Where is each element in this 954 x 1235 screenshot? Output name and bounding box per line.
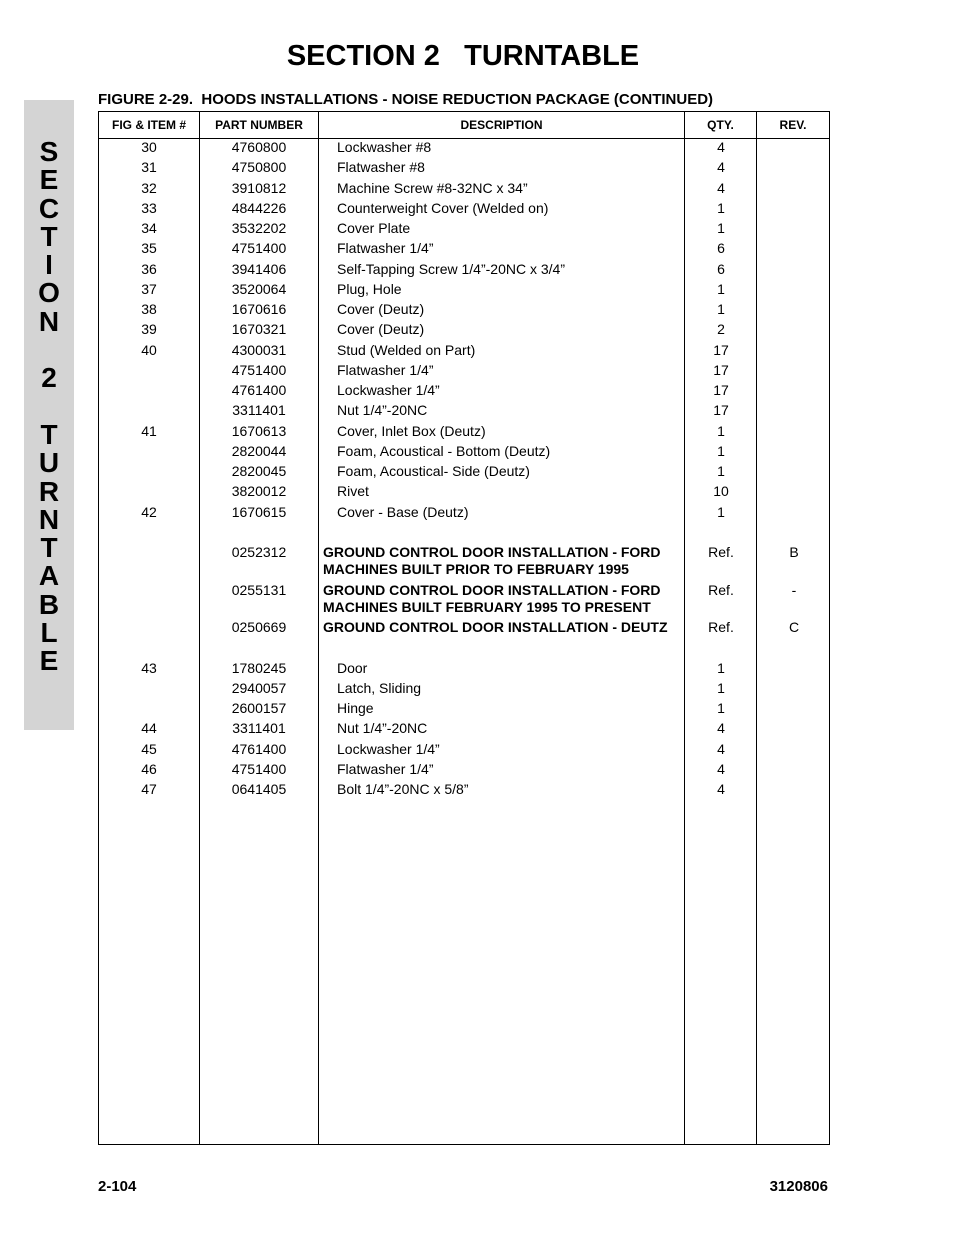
description-cell: Foam, Acoustical - Bottom (Deutz) — [337, 443, 551, 459]
part-number-cell: 3941406 — [231, 261, 287, 277]
qty-cell: 4 — [717, 159, 725, 175]
description-cell: Cover (Deutz) — [337, 321, 425, 337]
side-tab-letter: B — [38, 588, 60, 620]
part-number-cell: 4750800 — [231, 159, 287, 175]
qty-cell: Ref. — [708, 544, 734, 560]
column-divider — [318, 112, 319, 1144]
description-cell: Stud (Welded on Part) — [337, 342, 476, 358]
part-number-cell: 0255131 — [231, 582, 287, 598]
item-number-cell: 32 — [141, 180, 157, 196]
description-cell: Flatwasher 1/4” — [337, 362, 434, 378]
side-tab-letter: L — [40, 617, 58, 649]
description-cell: Cover - Base (Deutz) — [337, 504, 469, 520]
description-cell: Plug, Hole — [337, 281, 402, 297]
description-cell: Cover, Inlet Box (Deutz) — [337, 423, 486, 439]
qty-cell: 17 — [713, 342, 729, 358]
side-tab-letter: E — [39, 645, 59, 677]
side-tab-letter: E — [39, 164, 59, 196]
part-number-cell: 0252312 — [231, 544, 287, 560]
description-cell: Cover Plate — [337, 220, 411, 236]
qty-cell: 4 — [717, 720, 725, 736]
qty-cell: 1 — [717, 504, 725, 520]
item-number-cell: 46 — [141, 761, 157, 777]
item-number-cell: 34 — [141, 220, 157, 236]
part-number-cell: 1670321 — [231, 321, 287, 337]
description-cell: Counterweight Cover (Welded on) — [337, 200, 549, 216]
column-divider — [756, 112, 757, 1144]
part-number-cell: 3820012 — [231, 483, 287, 499]
qty-cell: 1 — [717, 660, 725, 676]
description-cell: GROUND CONTROL DOOR INSTALLATION - FORD MACHINES BUILT PRIOR TO FEBRUARY 1995 — [323, 544, 661, 577]
qty-cell: 17 — [713, 382, 729, 398]
header-rev: REV. — [779, 118, 807, 132]
part-number-cell: 1670616 — [231, 301, 287, 317]
side-tab-letter: T — [40, 220, 58, 252]
description-cell: Nut 1/4”-20NC — [337, 402, 428, 418]
qty-cell: 4 — [717, 741, 725, 757]
page-title: SECTION 2 TURNTABLE — [286, 40, 640, 72]
description-cell: Lockwasher #8 — [337, 139, 432, 155]
qty-cell: 4 — [717, 761, 725, 777]
item-number-cell: 45 — [141, 741, 157, 757]
part-number-cell: 3532202 — [231, 220, 287, 236]
description-cell: Flatwasher #8 — [337, 159, 425, 175]
description-cell: GROUND CONTROL DOOR INSTALLATION - FORD MACHINES BUILT FEBRUARY 1995 TO PRESENT — [323, 582, 661, 615]
description-cell: Door — [337, 660, 368, 676]
description-cell: Flatwasher 1/4” — [337, 240, 434, 256]
qty-cell: 1 — [717, 463, 725, 479]
qty-cell: 4 — [717, 180, 725, 196]
description-cell: Machine Screw #8-32NC x 34” — [337, 180, 528, 196]
part-number-cell: 3311401 — [232, 720, 286, 736]
rev-cell: C — [788, 619, 800, 635]
item-number-cell: 30 — [141, 139, 157, 155]
item-number-cell: 33 — [141, 200, 157, 216]
part-number-cell: 2820044 — [231, 443, 287, 459]
qty-cell: 1 — [717, 680, 725, 696]
column-divider — [684, 112, 685, 1144]
qty-cell: 1 — [717, 423, 725, 439]
page-number: 2-104 — [98, 1178, 137, 1195]
qty-cell: 6 — [717, 261, 725, 277]
item-number-cell: 43 — [141, 660, 157, 676]
header-description: DESCRIPTION — [460, 118, 543, 132]
part-number-cell: 3311401 — [232, 402, 286, 418]
part-number-cell: 4751400 — [231, 761, 287, 777]
item-number-cell: 44 — [141, 720, 157, 736]
rev-cell: B — [789, 544, 799, 560]
qty-cell: Ref. — [708, 582, 734, 598]
header-part-number: PART NUMBER — [215, 118, 303, 132]
side-tab-letter: S — [39, 136, 59, 167]
side-tab-letter: C — [38, 192, 60, 224]
qty-cell: 6 — [717, 240, 725, 256]
description-cell: Hinge — [337, 700, 374, 716]
description-cell: Self-Tapping Screw 1/4”-20NC x 3/4” — [337, 261, 565, 277]
header-item: FIG & ITEM # — [111, 118, 186, 132]
qty-cell: 17 — [713, 362, 729, 378]
side-tab-letter: U — [38, 447, 60, 479]
qty-cell: 1 — [717, 281, 725, 297]
qty-cell: 1 — [717, 700, 725, 716]
qty-cell: 17 — [713, 402, 729, 418]
side-tab-letter: I — [45, 249, 53, 281]
description-cell: Nut 1/4”-20NC — [337, 720, 428, 736]
item-number-cell: 47 — [141, 781, 157, 797]
description-cell: Rivet — [337, 483, 369, 499]
part-number-cell: 0250669 — [231, 619, 287, 635]
qty-cell: Ref. — [708, 619, 734, 635]
figure-title: FIGURE 2-29. HOODS INSTALLATIONS - NOISE REDUCTION PACKAGE (CONTINUED) — [98, 91, 714, 108]
item-number-cell: 38 — [141, 301, 157, 317]
qty-cell: 1 — [717, 220, 725, 236]
side-tab-letter: A — [38, 560, 60, 592]
side-tab-letter: N — [38, 503, 60, 535]
side-tab-letter: O — [38, 277, 60, 309]
item-number-cell: 37 — [141, 281, 157, 297]
side-tab-letter — [24, 336, 74, 364]
side-tab-letter — [24, 393, 74, 421]
table-header-row — [99, 112, 829, 139]
item-number-cell: 41 — [141, 423, 157, 439]
side-tab-letter: R — [38, 475, 60, 507]
part-number-cell: 1670613 — [231, 423, 287, 439]
qty-cell: 4 — [717, 139, 725, 155]
part-number-cell: 4751400 — [231, 240, 287, 256]
side-tab-letter: T — [40, 532, 58, 564]
item-number-cell: 36 — [141, 261, 157, 277]
qty-cell: 4 — [717, 781, 725, 797]
part-number-cell: 4751400 — [231, 362, 287, 378]
part-number-cell: 4761400 — [231, 741, 287, 757]
part-number-cell: 0641405 — [231, 781, 287, 797]
part-number-cell: 3910812 — [231, 180, 287, 196]
side-tab-letters — [24, 138, 74, 676]
description-cell: Cover (Deutz) — [337, 301, 425, 317]
part-number-cell: 2600157 — [231, 700, 287, 716]
description-cell: GROUND CONTROL DOOR INSTALLATION - DEUTZ — [323, 619, 668, 635]
part-number-cell: 4760800 — [231, 139, 287, 155]
qty-cell: 1 — [717, 200, 725, 216]
description-cell: Lockwasher 1/4” — [337, 741, 440, 757]
description-cell: Latch, Sliding — [337, 680, 422, 696]
description-cell: Flatwasher 1/4” — [337, 761, 434, 777]
description-cell: Bolt 1/4”-20NC x 5/8” — [337, 781, 469, 797]
qty-cell: 1 — [717, 443, 725, 459]
description-cell: Foam, Acoustical- Side (Deutz) — [337, 463, 530, 479]
rev-cell: - — [791, 582, 797, 598]
part-number-cell: 1670615 — [231, 504, 287, 520]
item-number-cell: 35 — [141, 240, 157, 256]
qty-cell: 2 — [717, 321, 725, 337]
description-cell: Lockwasher 1/4” — [337, 382, 440, 398]
item-number-cell: 31 — [141, 159, 157, 175]
item-number-cell: 40 — [141, 342, 157, 358]
part-number-cell: 3520064 — [231, 281, 287, 297]
document-number: 3120806 — [769, 1178, 828, 1195]
part-number-cell: 2820045 — [231, 463, 287, 479]
part-number-cell: 1780245 — [231, 660, 287, 676]
item-number-cell: 39 — [141, 321, 157, 337]
part-number-cell: 2940057 — [231, 680, 287, 696]
side-tab-letter: N — [38, 305, 60, 337]
part-number-cell: 4300031 — [231, 342, 287, 358]
side-tab-letter: T — [40, 418, 58, 450]
item-number-cell: 42 — [141, 504, 157, 520]
part-number-cell: 4761400 — [231, 382, 287, 398]
header-qty: QTY. — [707, 118, 734, 132]
qty-cell: 1 — [717, 301, 725, 317]
section-side-tab — [24, 100, 74, 730]
side-tab-letter: 2 — [41, 362, 57, 394]
parts-table — [98, 111, 830, 1145]
part-number-cell: 4844226 — [231, 200, 287, 216]
qty-cell: 10 — [713, 483, 729, 499]
